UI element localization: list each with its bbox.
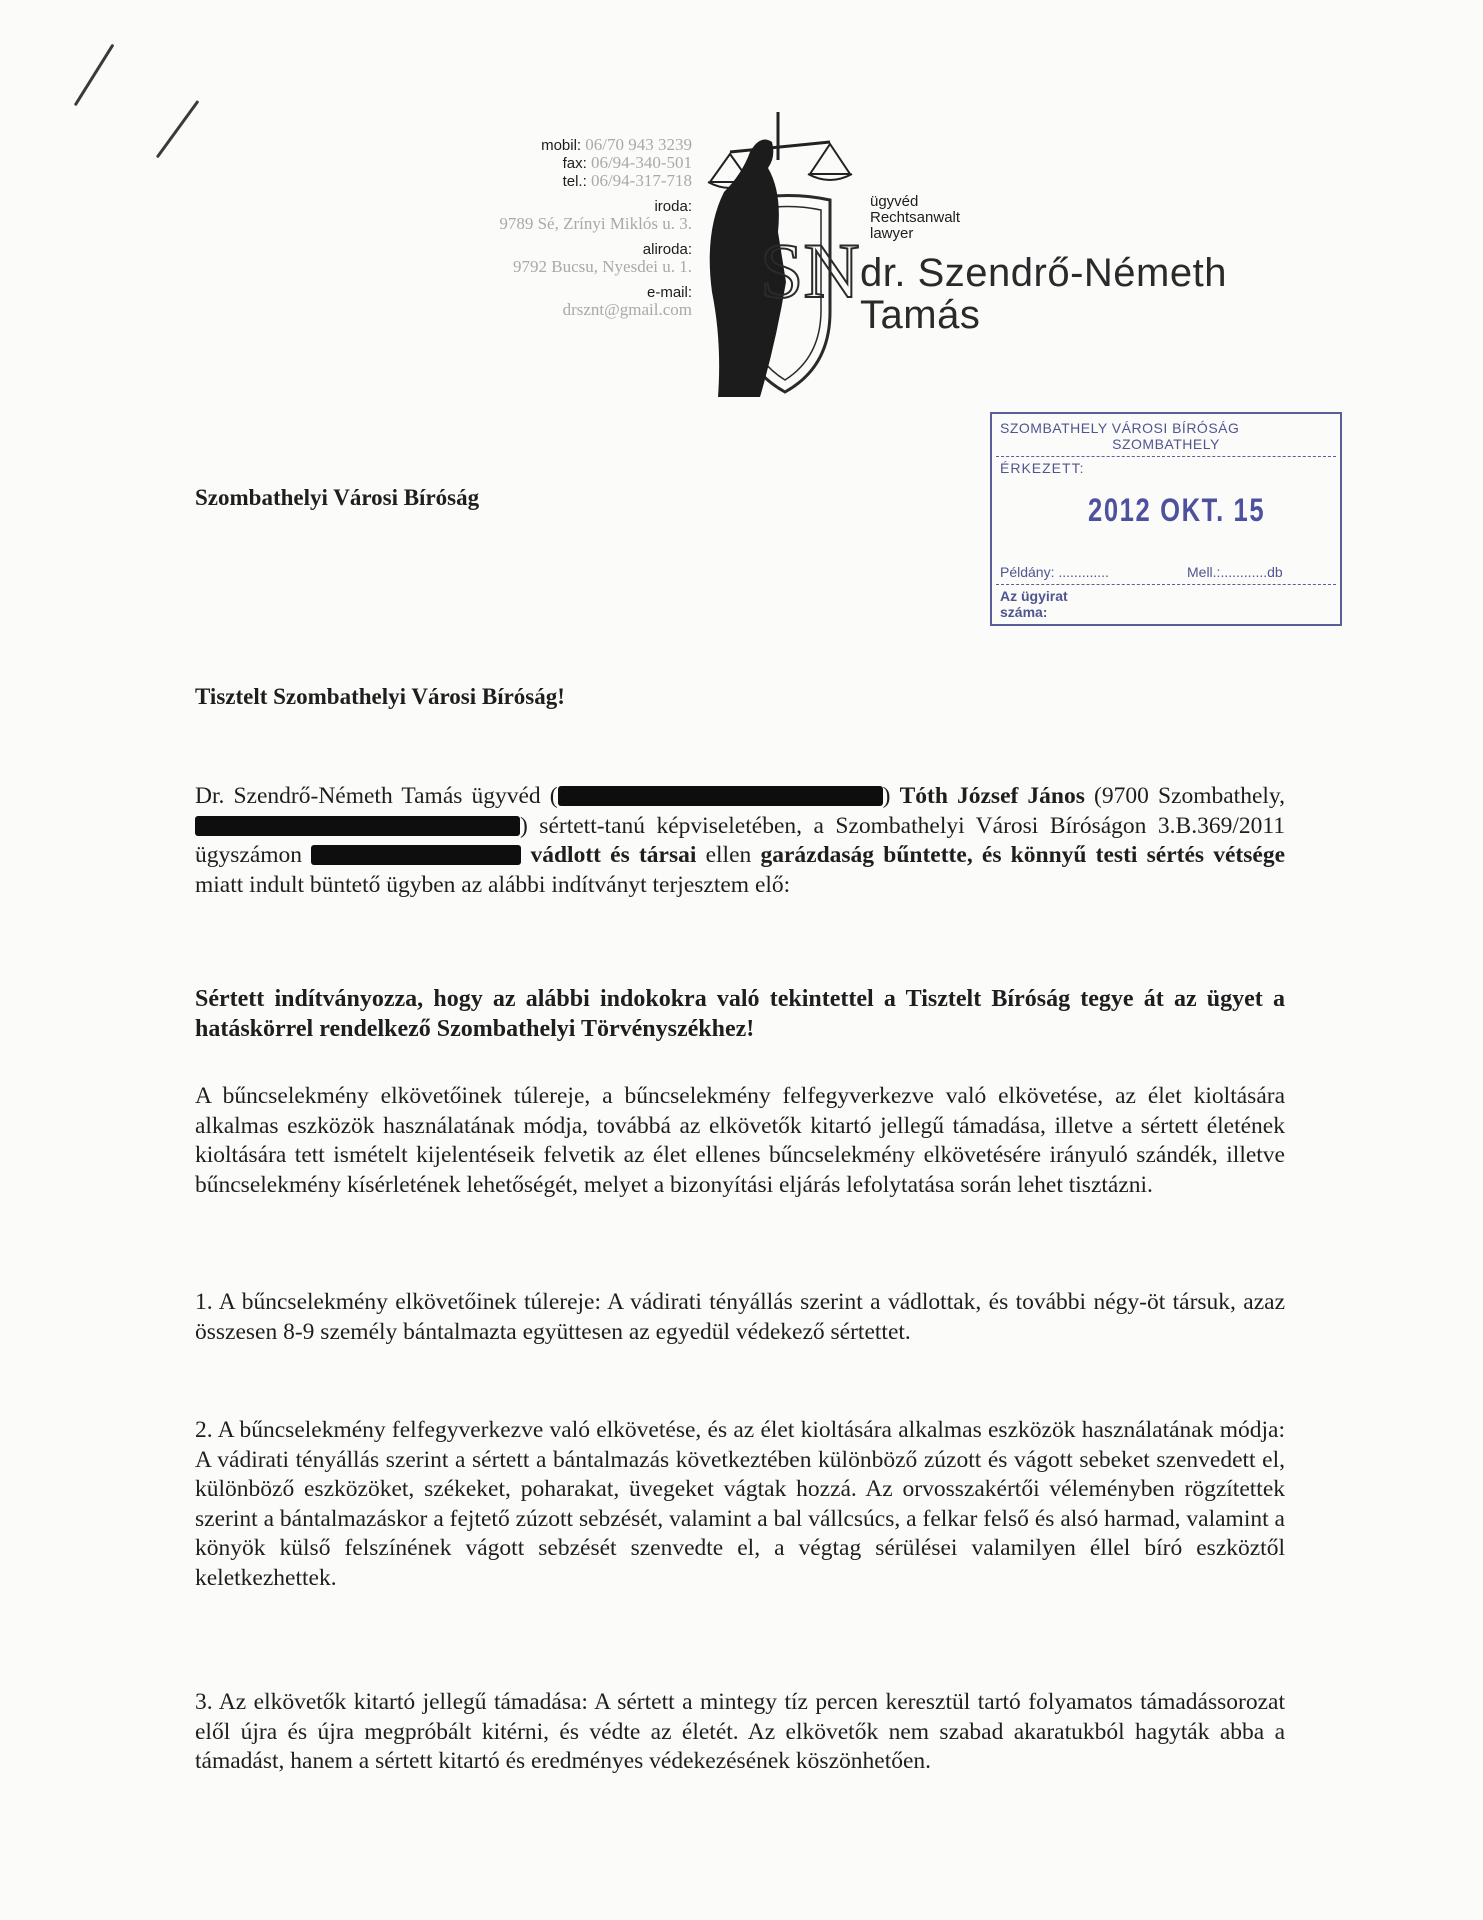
svg-text:SN: SN [760, 227, 860, 314]
email-value: drsznt@gmail.com [562, 300, 692, 319]
role-german: Rechtsanwalt [870, 209, 961, 226]
charges: garázdaság bűntette, és könnyű testi sértés vétsége [760, 842, 1286, 868]
lawyer-name-line2: Tamás [860, 293, 981, 337]
tel-label: tel.: [562, 173, 587, 190]
office-address: 9789 Sé, Zrínyi Miklós u. 3. [499, 214, 692, 233]
stamp-court: SZOMBATHELY VÁROSI BÍRÓSÁG [1000, 420, 1240, 436]
redaction-bar [195, 816, 520, 836]
salutation: Tisztelt Szombathelyi Városi Bíróság! [195, 684, 565, 709]
margin-pen-mark [74, 44, 115, 107]
fax-value: 06/94-340-501 [590, 153, 692, 172]
point-3: 3. Az elkövetők kitartó jellegű támadása: A sértett a mintegy tíz percen keresztül tartó folyamatos támadássorozat elől újra és újra megpróbált kitérni, és védte az életét. Az elkövetők nem szabad akaratukból hagyták abba a támadást, hanem a sértett kitartó és eredményes védekezésének köszönhetően. [195, 1689, 1285, 1774]
motion-paragraph: Sértett indítványozza, hogy az alábbi indokokra való tekintettel a Tisztelt Bíróság tegye át az ügyet a hatáskörrel rendelkező Szombathelyi Törvényszékhez! [195, 986, 1285, 1042]
role-hungarian: ügyvéd [870, 193, 919, 210]
point-2: 2. A bűncselekmény felfegyverkezve való elkövetése, és az élet kioltására alkalmas eszközök használatának módja: A vádirati tényállás szerint a sértett a bántalmazás következtében különböző zúzott és vágott sebeket szenvedett el, különböző eszközöket, székeket, poharakat, üvegeket vágtak hozzá. Az orvosszakértői véleményben rögzítettek szerint a bántalmazáskor a fejtető zúzott sebzését, valamint a bal vállcsúcs, a felkar felső és alsó harmad, valamint a könyök külső felszínének vágott sebzését szenvedte el, a végtag sérülései valamilyen éllel bíró eszköztől keletkezhettek. [195, 1417, 1285, 1591]
point-1: 1. A bűncselekmény elkövetőinek túlereje: A vádirati tényállás szerint a vádlottak, és további négy-öt társuk, azaz összesen 8-9 személy bántalmazta együttesen az egyedül védekező sértettet. [195, 1289, 1285, 1345]
client-name: Tóth József János [899, 783, 1085, 809]
role-english: lawyer [870, 225, 914, 242]
stamp-city: SZOMBATHELY [1112, 436, 1220, 452]
reasoning-paragraph: A bűncselekmény elkövetőinek túlereje, a bűncselekmény felfegyverkezve való elkövetése, az élet kioltására alkalmas eszközök használatának módja, továbbá az elkövetők kitartó jellegű támadása, illetve a sértett életének kioltására tett ismételt kijelentéseik felvetik az élet ellenes bűncselekmény elkövetésére irányuló szándék, illetve bűncselekmény kísérletének lehetőségét, melyet a bizonyítási eljárás lefolytatása során lehet tisztázni. [195, 1083, 1285, 1198]
margin-pen-mark [156, 100, 200, 158]
addressee: Szombathelyi Városi Bíróság [195, 485, 480, 510]
stamp-copies: Példány: ............. [1000, 564, 1109, 580]
fax-label: fax: [562, 155, 587, 172]
branch-office-address: 9792 Bucsu, Nyesdei u. 1. [513, 257, 692, 276]
stamp-received-label: ÉRKEZETT: [1000, 460, 1085, 476]
lawyer-name [860, 252, 1227, 336]
stamp-attachments: Mell.:............db [1187, 564, 1283, 580]
lawyer-name-line1: dr. Szendrő-Németh [860, 251, 1227, 295]
office-label: iroda: [654, 198, 692, 215]
email-label: e-mail: [646, 284, 692, 301]
redaction-bar [311, 845, 521, 865]
court-received-stamp [990, 412, 1342, 626]
branch-office-label: aliroda: [642, 241, 692, 258]
intro-paragraph: Dr. Szendrő-Németh Tamás ügyvéd ( ) Tóth József János (9700 Szombathely, ) sértett-tanú képviseletében, a Szombathelyi Városi Bíróságon 3.B.369/2011 ügyszámon vádlott és társai ellen garázdaság bűntette, és könnyű testi sértés vétsége miatt indult büntető ügyben az alábbi indítványt terjesztem elő: [195, 783, 1286, 898]
tel-value: 06/94-317-718 [590, 171, 692, 190]
defendant-ref: vádlott és társai [530, 842, 697, 868]
letterhead-contact [340, 136, 692, 319]
lady-justice-logo [690, 112, 860, 402]
profession-titles [870, 194, 960, 242]
mobile-value: 06/70 943 3239 [585, 135, 692, 154]
redaction-bar [558, 786, 883, 806]
mobile-label: mobil: [541, 137, 582, 154]
stamp-date: 2012 OKT. 15 [1088, 492, 1266, 528]
stamp-file-number: Az ügyirat száma: [1000, 588, 1068, 620]
